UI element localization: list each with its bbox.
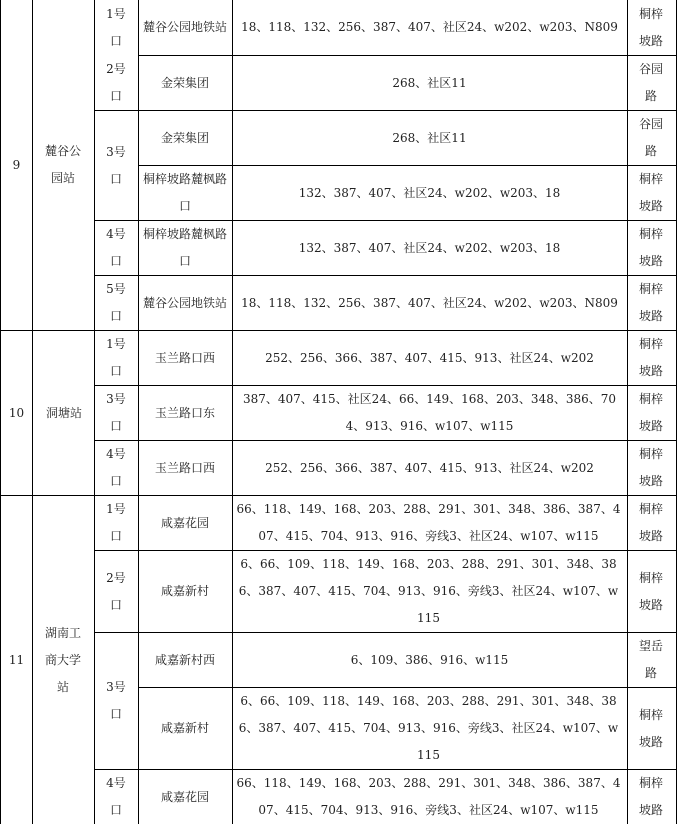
station-name-cell xyxy=(40,0,86,330)
stop-name: 玉兰路口西 xyxy=(154,460,215,475)
stop-name: 金荣集团 xyxy=(160,130,209,145)
road-name: 桐梓坡路 xyxy=(638,707,663,749)
routes-cell xyxy=(235,441,624,495)
bus-routes: 252、256、366、387、407、415、913、社区24、w202 xyxy=(265,350,594,365)
routes-cell xyxy=(235,276,624,330)
stop-name: 麓谷公园地铁站 xyxy=(143,295,228,310)
routes-cell xyxy=(235,633,624,687)
bus-routes: 252、256、366、387、407、415、913、社区24、w202 xyxy=(265,460,594,475)
road-name: 桐梓坡路 xyxy=(638,337,663,378)
road-name: 桐梓坡路 xyxy=(638,392,663,433)
stop-name: 金荣集团 xyxy=(160,75,209,90)
bus-routes: 18、118、132、256、387、407、社区24、w202、w203、N809 xyxy=(241,295,618,310)
stop-cell xyxy=(143,276,227,330)
exit-label: 5号口 xyxy=(106,282,126,323)
routes-cell xyxy=(236,770,621,824)
stop-name: 玉兰路口东 xyxy=(154,405,215,420)
routes-cell xyxy=(235,111,624,165)
road-name: 谷园路 xyxy=(638,62,663,103)
road-cell xyxy=(636,166,666,220)
routes-cell xyxy=(235,56,624,110)
bus-routes: 18、118、132、256、387、407、社区24、w202、w203、N809 xyxy=(241,20,618,34)
exit-cell xyxy=(103,633,129,769)
road-name: 桐梓坡路 xyxy=(638,502,663,543)
exit-cell xyxy=(103,496,129,550)
exit-cell xyxy=(103,276,129,330)
road-cell xyxy=(636,496,666,550)
stop-cell xyxy=(143,0,227,55)
road-cell xyxy=(636,441,666,495)
stop-cell xyxy=(143,221,227,275)
stop-name: 咸嘉花园 xyxy=(160,789,209,804)
grid-line xyxy=(232,0,233,824)
road-cell xyxy=(636,276,666,330)
exit-label: 1号口 xyxy=(106,502,126,543)
road-cell xyxy=(636,221,666,275)
exit-cell xyxy=(103,441,129,495)
exit-label: 3号口 xyxy=(106,392,126,433)
exit-label: 4号口 xyxy=(106,227,126,268)
road-cell xyxy=(636,386,666,440)
road-cell xyxy=(636,56,666,110)
road-name: 桐梓坡路 xyxy=(638,6,663,48)
grid-line xyxy=(138,0,139,824)
road-name: 桐梓坡路 xyxy=(638,172,663,213)
stop-name: 桐梓坡路麓枫路口 xyxy=(143,172,228,213)
road-name: 望岳路 xyxy=(638,639,663,680)
station-number: 10 xyxy=(8,405,25,420)
bus-routes: 6、66、109、118、149、168、203、288、291、301、348、386、387、407、415、704、913、916、旁线3、社区24、w107、w115 xyxy=(238,557,619,625)
station-number-cell xyxy=(1,0,32,330)
bus-routes: 132、387、407、社区24、w202、w203、18 xyxy=(298,185,561,200)
station-number: 9 xyxy=(12,157,21,172)
exit-cell xyxy=(103,770,129,824)
routes-cell xyxy=(235,221,624,275)
routes-cell xyxy=(236,551,621,632)
stop-cell xyxy=(143,166,227,220)
stop-name: 咸嘉新村西 xyxy=(154,652,215,667)
road-name: 桐梓坡路 xyxy=(638,282,663,323)
stop-name: 咸嘉新村 xyxy=(160,721,209,735)
stop-cell xyxy=(143,688,227,769)
exit-label: 2号口 xyxy=(106,570,126,612)
road-name: 谷园路 xyxy=(638,117,663,158)
stop-cell xyxy=(143,386,227,440)
exit-cell xyxy=(103,386,129,440)
routes-cell xyxy=(235,331,624,385)
stop-cell xyxy=(143,551,227,632)
road-name: 桐梓坡路 xyxy=(638,570,663,612)
station-name: 湖南工商大学站 xyxy=(44,625,81,694)
station-number-cell xyxy=(1,331,32,495)
road-cell xyxy=(636,331,666,385)
exit-cell xyxy=(103,551,129,632)
station-name: 洞塘站 xyxy=(45,405,82,420)
routes-cell xyxy=(236,688,621,769)
exit-cell xyxy=(103,56,129,110)
road-name: 桐梓坡路 xyxy=(638,227,663,268)
exit-label: 3号口 xyxy=(106,680,126,721)
station-name-cell xyxy=(36,331,92,495)
road-cell xyxy=(636,688,666,769)
stop-cell xyxy=(143,633,227,687)
stop-cell xyxy=(143,441,227,495)
routes-cell xyxy=(235,0,624,55)
exit-cell xyxy=(103,221,129,275)
stop-cell xyxy=(143,111,227,165)
bus-routes: 6、109、386、916、w115 xyxy=(350,652,509,667)
exit-label: 2号口 xyxy=(106,62,126,103)
road-cell xyxy=(636,633,666,687)
stop-name: 玉兰路口西 xyxy=(154,350,215,365)
road-cell xyxy=(636,770,666,824)
exit-cell xyxy=(103,111,129,220)
stop-name: 麓谷公园地铁站 xyxy=(143,20,228,34)
bus-routes: 66、118、149、168、203、288、291、301、348、386、387、407、415、704、913、916、旁线3、社区24、w107、w115 xyxy=(236,502,621,543)
exit-label: 1号口 xyxy=(106,6,126,48)
bus-routes: 6、66、109、118、149、168、203、288、291、301、348、386、387、407、415、704、913、916、旁线3、社区24、w107、w115 xyxy=(238,694,619,762)
stop-name: 桐梓坡路麓枫路口 xyxy=(143,227,228,268)
bus-routes: 132、387、407、社区24、w202、w203、18 xyxy=(298,240,561,255)
bus-routes: 387、407、415、社区24、66、149、168、203、348、386、704、913、916、w107、w115 xyxy=(242,392,617,433)
exit-label: 3号口 xyxy=(106,144,126,186)
station-number-cell xyxy=(1,496,32,824)
road-cell xyxy=(636,0,666,55)
station-name-cell xyxy=(40,496,86,824)
stop-name: 咸嘉花园 xyxy=(160,515,209,530)
routes-cell xyxy=(242,386,617,440)
routes-cell xyxy=(235,166,624,220)
bus-routes: 66、118、149、168、203、288、291、301、348、386、387、407、415、704、913、916、旁线3、社区24、w107、w115 xyxy=(236,776,621,817)
road-cell xyxy=(636,111,666,165)
exit-label: 4号口 xyxy=(106,776,126,817)
stop-cell xyxy=(143,56,227,110)
bus-routes: 268、社区11 xyxy=(392,130,467,145)
bus-routes: 268、社区11 xyxy=(392,75,467,90)
stop-cell xyxy=(143,331,227,385)
station-number: 11 xyxy=(8,652,25,667)
exit-label: 4号口 xyxy=(106,447,126,488)
station-name: 麓谷公园站 xyxy=(44,144,81,185)
road-name: 桐梓坡路 xyxy=(638,776,663,817)
grid-line xyxy=(32,0,33,824)
routes-cell xyxy=(236,496,621,550)
exit-cell xyxy=(103,331,129,385)
exit-cell xyxy=(103,0,129,55)
road-name: 桐梓坡路 xyxy=(638,447,663,488)
stop-cell xyxy=(143,496,227,550)
road-cell xyxy=(636,551,666,632)
stop-name: 咸嘉新村 xyxy=(160,584,209,598)
exit-label: 1号口 xyxy=(106,337,126,378)
grid-line xyxy=(94,0,95,824)
stop-cell xyxy=(143,770,227,824)
grid-line xyxy=(627,0,628,824)
